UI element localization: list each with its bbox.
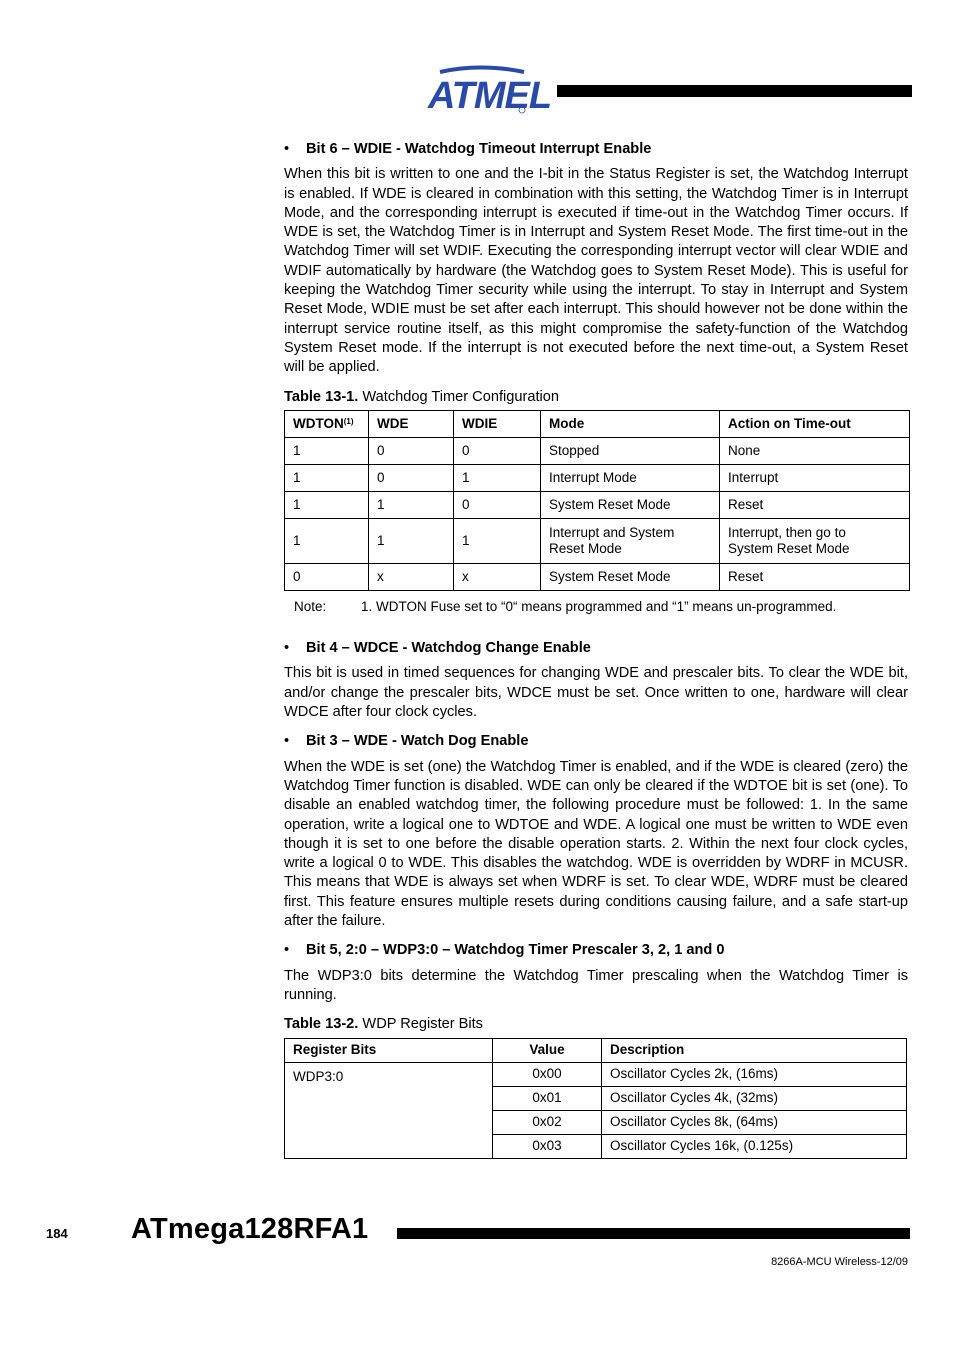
table-cell: 1: [369, 518, 454, 563]
heading-text: Bit 5, 2:0 – WDP3:0 – Watchdog Timer Prescaler 3, 2, 1 and 0: [306, 942, 725, 959]
paragraph: When this bit is written to one and the I-bit in the Status Register is set, the Watchdog Interrupt is enabled. If WDE is cleared in combination with this setting, the Watchdog Timer is in Interrupt Mode, and the corresponding interrupt is executed if time-out in the Watchdog Timer occurs. If WDE is set, the Watchdog Timer is in Interrupt and System Reset Mode. The first time-out in the Watchdog Timer will set WDIF. Executing the corresponding interrupt vector will clear WDIE and WDIF automatically by hardware (the Watchdog goes to System Reset Mode). This is useful for keeping the Watchdog Timer security while using the interrupt. To stay in Interrupt and System Reset Mode, WDIE must be set after each interrupt. This should however not be done within the interrupt service routine itself, as this might compromise the safety-function of the Watchdog System Reset mode. If the interrupt is not executed before the next time-out, a System Reset will be applied.: [284, 166, 908, 376]
footer-bar: [397, 1228, 910, 1239]
table-header-row: [285, 410, 910, 437]
table-cell: None: [720, 437, 910, 464]
heading-text: Bit 4 – WDCE - Watchdog Change Enable: [306, 640, 591, 657]
table-row: [285, 563, 910, 590]
paragraph: This bit is used in timed sequences for changing WDE and prescaler bits. To clear the WDE bit, and/or change the prescaler bits, WDCE must be set. Once written to one, hardware will clear WDCE after four clock cycles.: [284, 665, 908, 721]
table-row: [285, 464, 910, 491]
note-label: Note:: [294, 598, 327, 614]
section-heading: • Bit 6 – WDIE - Watchdog Timeout Interrupt Enable: [284, 141, 652, 157]
page-number: 184: [46, 1226, 68, 1241]
table-row: [285, 518, 910, 563]
table-cell: Stopped: [541, 437, 720, 464]
header-cell: WDIE: [454, 410, 541, 437]
document-code: 8266A-MCU Wireless-12/09: [771, 1256, 908, 1268]
table-cell: 0x02: [493, 1110, 602, 1134]
table-cell: 0x00: [493, 1062, 602, 1086]
paragraph: When the WDE is set (one) the Watchdog Timer is enabled, and if the WDE is cleared (zero) the Watchdog Timer function is disabled. WDE can only be cleared if the WDTOE bit is set (one). To disable an enabled watchdog timer, the following procedure must be followed: 1. In the same operation, write a logical one to WDTOE and WDE. A logical one must be written to WDE even though it is set to one before the disable operation starts. 2. Within the next four clock cycles, write a logical 0 to WDE. This disables the watchdog. WDE is overridden by WDRF in MCUSR. This means that WDE is always set when WDRF is set. To clear WDE, WDRF must be cleared first. This feature ensures multiple resets during conditions causing failure, and a safe start-up after the failure.: [284, 758, 908, 930]
table-caption: [284, 388, 908, 407]
table-cell: Interrupt: [720, 464, 910, 491]
caption-text: Watchdog Timer Configuration: [358, 388, 559, 405]
caption-label: Table 13-2.: [284, 1016, 359, 1033]
table-cell: 1: [454, 518, 541, 563]
heading-text: Bit 3 – WDE - Watch Dog Enable: [306, 733, 529, 750]
table-cell: Oscillator Cycles 8k, (64ms): [602, 1110, 907, 1134]
watchdog-config-table: [284, 410, 910, 591]
atmel-logo: [426, 66, 552, 117]
table-caption: [284, 1015, 908, 1034]
table-cell: Interrupt Mode: [541, 464, 720, 491]
table-cell: WDP3:0: [285, 1062, 493, 1158]
table-cell: 0x01: [493, 1086, 602, 1110]
table-cell: System Reset Mode: [541, 563, 720, 590]
section-heading: • Bit 3 – WDE - Watch Dog Enable: [284, 733, 529, 750]
header-bar: [557, 85, 912, 97]
header-cell: Register Bits: [285, 1038, 493, 1062]
table-row: [285, 491, 910, 518]
table-cell: Reset: [720, 563, 910, 590]
document-title: ATmega128RFA1: [131, 1213, 369, 1245]
header-cell: Action on Time-out: [720, 410, 910, 437]
table-cell: x: [454, 563, 541, 590]
section-heading: • Bit 5, 2:0 – WDP3:0 – Watchdog Timer Prescaler 3, 2, 1 and 0: [284, 942, 725, 959]
header-cell: WDE: [369, 410, 454, 437]
table-cell: 1: [285, 437, 369, 464]
table-cell: 1: [285, 518, 369, 563]
table-cell: System Reset Mode: [541, 491, 720, 518]
table-cell: 0: [285, 563, 369, 590]
header-cell: Value: [493, 1038, 602, 1062]
table-cell: 1: [285, 491, 369, 518]
table-note: [294, 597, 908, 616]
table-cell: 0: [454, 491, 541, 518]
page-content: [284, 140, 908, 1159]
wdp-register-table: [284, 1038, 907, 1159]
header-cell: Description: [602, 1038, 907, 1062]
table-header-row: [285, 1038, 907, 1062]
header-cell: WDTON$^{(1)}$: [285, 410, 369, 437]
section-heading: • Bit 4 – WDCE - Watchdog Change Enable: [284, 640, 591, 657]
table-cell: Oscillator Cycles 2k, (16ms): [602, 1062, 907, 1086]
table-cell: Reset: [720, 491, 910, 518]
paragraph: The WDP3:0 bits determine the Watchdog Timer prescaling when the Watchdog Timer is running.: [284, 967, 908, 1003]
note-text: 1. WDTON Fuse set to “0“ means programmed and “1” means un-programmed.: [361, 598, 837, 614]
table-cell: Oscillator Cycles 16k, (0.125s): [602, 1134, 907, 1158]
table-cell: Interrupt, then go to System Reset Mode: [720, 518, 910, 563]
table-cell: 0: [369, 437, 454, 464]
logo-text: ATMEL: [428, 75, 552, 117]
table-cell: 0: [454, 437, 541, 464]
table-cell: 0x03: [493, 1134, 602, 1158]
table-cell: 1: [369, 491, 454, 518]
table-cell: x: [369, 563, 454, 590]
table-cell: 1: [454, 464, 541, 491]
caption-label: Table 13-1.: [284, 388, 359, 405]
caption-text: WDP Register Bits: [358, 1016, 483, 1033]
heading-text: Bit 6 – WDIE - Watchdog Timeout Interrupt Enable: [306, 141, 652, 157]
table-cell: Interrupt and System Reset Mode: [541, 518, 720, 563]
header-cell: Mode: [541, 410, 720, 437]
table-cell: 1: [285, 464, 369, 491]
table-cell: 0: [369, 464, 454, 491]
table-cell: Oscillator Cycles 4k, (32ms): [602, 1086, 907, 1110]
table-row: [285, 1062, 907, 1086]
table-row: [285, 437, 910, 464]
